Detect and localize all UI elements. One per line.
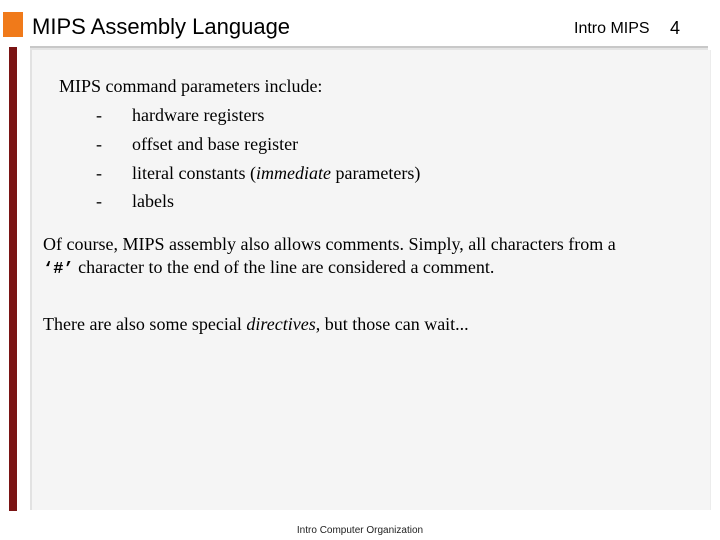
left-accent-bar bbox=[9, 47, 17, 511]
comments-line-2: ‘#’ character to the end of the line are considered a comment. bbox=[43, 257, 495, 279]
slide-title: MIPS Assembly Language bbox=[32, 14, 291, 39]
footer-text: Intro Computer Organization bbox=[296, 525, 424, 536]
title-accent-square bbox=[3, 12, 23, 37]
directives-paragraph: There are also some special directives, but those can wait... bbox=[43, 314, 469, 334]
bullet-dash: - bbox=[96, 134, 102, 154]
directives-emphasis: directives bbox=[246, 314, 316, 334]
bullet-dash: - bbox=[96, 163, 102, 183]
params-intro: MIPS command parameters include: bbox=[59, 76, 323, 96]
param-text: hardware registers bbox=[132, 105, 265, 125]
param-text: literal constants (immediate parameters) bbox=[132, 163, 421, 183]
comments-line-1: Of course, MIPS assembly also allows comments. Simply, all characters from a bbox=[43, 234, 616, 254]
bullet-dash: - bbox=[96, 105, 102, 125]
bullet-dash: - bbox=[96, 191, 102, 211]
comments-paragraph bbox=[43, 233, 616, 281]
course-label: Intro MIPS bbox=[574, 20, 650, 37]
param-text: labels bbox=[132, 191, 174, 211]
param-text: offset and base register bbox=[132, 134, 299, 154]
comment-symbol: ‘#’ bbox=[43, 260, 74, 279]
page-number: 4 bbox=[670, 18, 681, 38]
header-divider-shadow bbox=[30, 48, 708, 50]
